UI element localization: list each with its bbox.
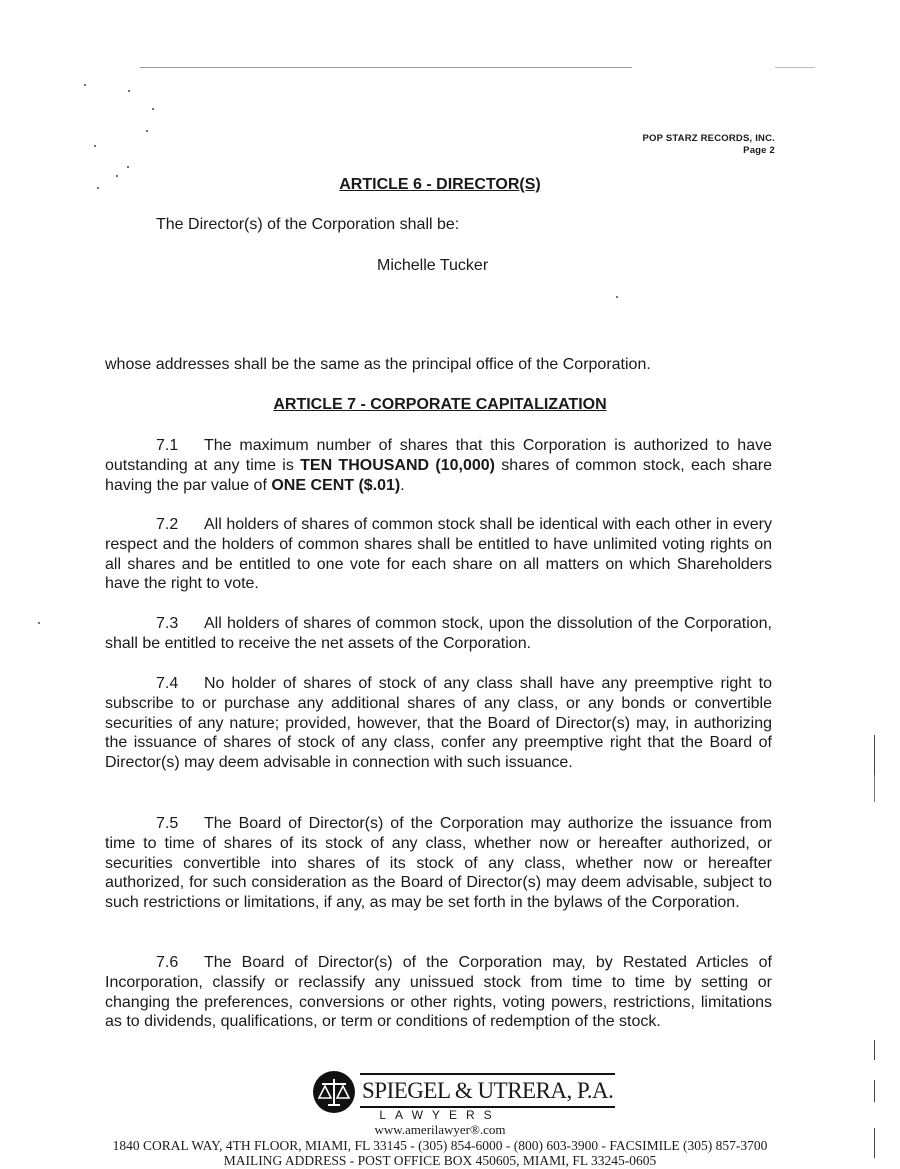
firm-name: SPIEGEL & UTRERA, P.A. (360, 1073, 615, 1108)
section-number: 7.1 (156, 437, 179, 454)
section-7-3 (105, 614, 772, 654)
director-name: Michelle Tucker (377, 257, 489, 274)
scan-edge-mark (874, 760, 875, 802)
section-7-2 (105, 515, 772, 594)
director-address-note: whose addresses shall be the same as the principal office of the Corporation. (105, 356, 651, 373)
section-text: No holder of shares of stock of any class shall have any preemptive right to subscribe to or purchase any additional shares of any class, or any bonds or convertible securities of any nature; provided, however, that the Board of Director(s) may, in authorizing the issuance of shares of stock of any class, confer any preemptive right that the Board of Director(s) may deem advisable in connection with such issuance. (105, 675, 772, 772)
section-text: The maximum number of shares that this Corporation is authorized to have outstanding at any time is (105, 437, 772, 474)
scan-edge-mark (874, 1040, 875, 1060)
scan-speck (94, 145, 96, 147)
section-number: 7.3 (156, 615, 179, 632)
page-number: Page 2 (743, 145, 775, 156)
section-text: . (400, 476, 405, 494)
scan-speck (84, 84, 86, 86)
scan-speck (616, 296, 618, 298)
article-6-heading: ARTICLE 6 - DIRECTOR(S) (339, 176, 541, 193)
firm-logo (313, 1069, 614, 1113)
section-number: 7.4 (156, 675, 179, 692)
section-number: 7.2 (156, 516, 179, 533)
firm-website: www.amerilawyer®.com (374, 1122, 506, 1137)
scan-edge-mark (874, 1080, 875, 1102)
firm-subtitle: LAWYERS (379, 1108, 501, 1122)
scan-artifact-line (140, 67, 632, 68)
company-name: POP STARZ RECORDS, INC. (642, 133, 775, 144)
par-value: ONE CENT ($.01) (271, 476, 401, 494)
scan-artifact-line (775, 67, 815, 68)
section-7-6 (105, 953, 772, 1032)
section-number: 7.6 (156, 954, 179, 971)
section-text: The Board of Director(s) of the Corporation may authorize the issuance from time to time of shares of its stock of any class, whether now or hereafter authorized, or securities convertible into shares of its stock of any class, whether now or hereafter authorized, for such consideration as the Board of Director(s) may deem advisable, subject to such restrictions or limitations, if any, as may be set forth in the bylaws of the Corporation. (105, 815, 772, 912)
section-7-5 (105, 814, 772, 913)
directors-intro: The Director(s) of the Corporation shall be: (156, 216, 460, 233)
section-7-1 (105, 436, 772, 495)
scan-speck (38, 622, 40, 624)
firm-mailing-address: MAILING ADDRESS - POST OFFICE BOX 450605, MIAMI, FL 33245-0605 (223, 1153, 657, 1168)
scan-speck (128, 90, 130, 92)
page-header (642, 133, 775, 157)
scan-speck (146, 130, 148, 132)
scan-speck (127, 166, 129, 168)
section-text: All holders of shares of common stock, upon the dissolution of the Corporation, shall be entitled to receive the net assets of the Corporation. (105, 615, 772, 652)
section-text: shares of common stock, each share having the par value of (105, 456, 772, 494)
section-text: The Board of Director(s) of the Corporation may, by Restated Articles of Incorporation, classify or reclassify any unissued stock from time to time by setting or changing the preferences, conversions or other rights, voting powers, restrictions, limitations as to dividends, qualifications, or term or conditions of redemption of the stock. (105, 954, 772, 1031)
article-7-heading: ARTICLE 7 - CORPORATE CAPITALIZATION (273, 396, 607, 413)
firm-address: 1840 CORAL WAY, 4TH FLOOR, MIAMI, FL 33145 - (305) 854-6000 - (800) 603-3900 - FACSIMILE (305) 857-3700 (112, 1138, 768, 1153)
scan-speck (152, 108, 154, 110)
section-text: All holders of shares of common stock shall be identical with each other in every respect and the holders of common shares shall be entitled to have unlimited voting rights on all shares and be entitled to one vote for each share on all matters on which Shareholders have the right to vote. (105, 516, 772, 593)
authorized-shares: TEN THOUSAND (10,000) (300, 456, 495, 474)
scales-of-justice-icon (313, 1071, 355, 1113)
section-number: 7.5 (156, 815, 179, 832)
section-7-4 (105, 674, 772, 773)
